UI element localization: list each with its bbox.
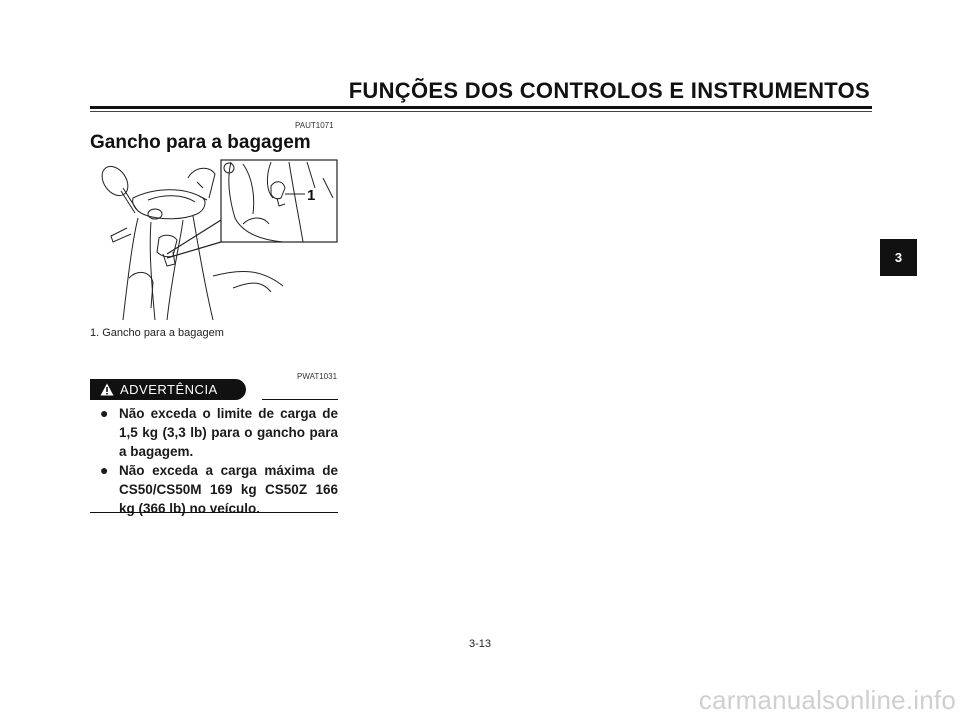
section-code: PAUT1071: [295, 121, 334, 130]
luggage-hook-illustration: [93, 158, 339, 320]
header-rule-thin: [90, 111, 872, 112]
warning-rule-bottom: [90, 512, 338, 513]
bullet: ●: [100, 462, 109, 478]
warning-item-text: Não exceda a carga máxima de CS50/CS50M 169 kg CS50Z 166 kg (366 lb) no veículo.: [119, 463, 338, 516]
warning-code: PWAT1031: [297, 372, 338, 381]
warning-item: [100, 461, 338, 518]
figure-caption: 1. Gancho para a bagagem: [90, 327, 224, 339]
warning-badge: [90, 379, 246, 400]
header-rule: [90, 106, 872, 109]
warning-label: ADVERTÊNCIA: [120, 382, 218, 397]
section-title: Gancho para a bagagem: [90, 132, 311, 153]
page-header-title: FUNÇÕES DOS CONTROLOS E INSTRUMENTOS: [348, 78, 870, 103]
page-number: 3-13: [468, 638, 492, 650]
warning-item: [100, 404, 338, 461]
figure-callout: 1: [307, 187, 316, 204]
watermark: carmanualsonline.info: [698, 685, 956, 715]
warning-item-text: Não exceda o limite de carga de 1,5 kg (3,3 lb) para o gancho para a bagagem.: [119, 406, 338, 459]
warning-triangle-icon: [100, 383, 114, 396]
chapter-tab: 3: [880, 239, 917, 276]
warning-rule-top: [262, 399, 338, 400]
bullet: ●: [100, 405, 109, 421]
warning-list: [100, 404, 338, 518]
